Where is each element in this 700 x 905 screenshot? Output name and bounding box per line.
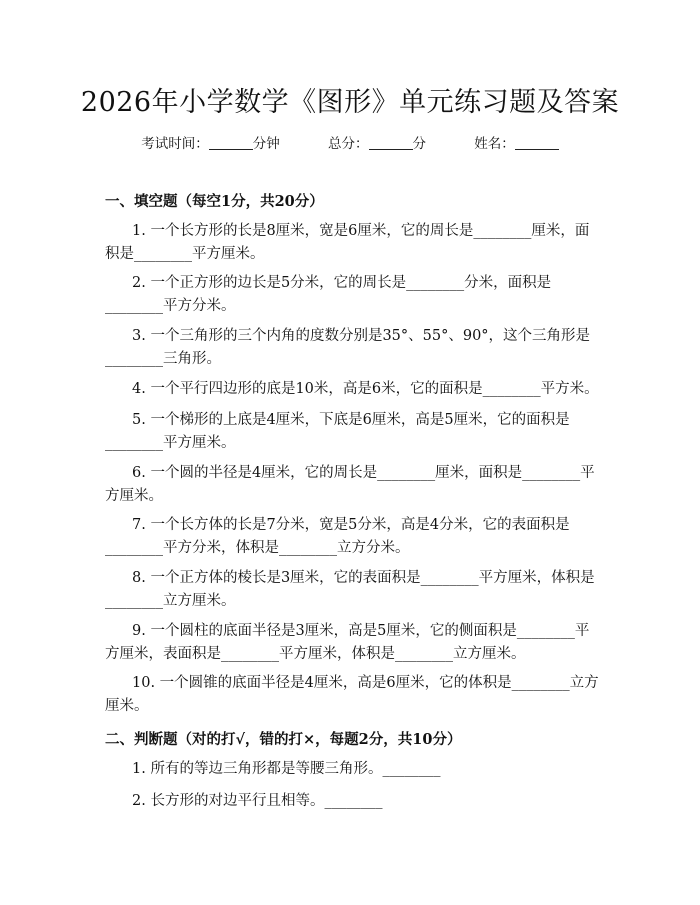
time-field	[141, 136, 280, 152]
question-fill-3: 3. 一个三角形的三个内角的度数分别是35°、55°、90°，这个三角形是________三角形。	[105, 328, 591, 367]
name-label: 姓名：	[474, 136, 515, 152]
page-title: 2026年小学数学《图形》单元练习题及答案	[80, 87, 620, 118]
score-label: 总分：	[328, 136, 369, 152]
time-unit: 分钟	[252, 136, 280, 152]
question-fill-7: 7. 一个长方体的长是7分米，宽是5分米，高是4分米，它的表面积是________平方分米，体积是________立方分米。	[105, 517, 570, 556]
question-fill-9: 9. 一个圆柱的底面半径是3厘米，高是5厘米，它的侧面积是________平方厘米，表面积是________平方厘米，体积是________立方厘米。	[105, 623, 590, 662]
question-fill-10: 10. 一个圆锥的底面半径是4厘米，高是6厘米，它的体积是________立方厘米。	[105, 675, 599, 714]
question-fill-5: 5. 一个梯形的上底是4厘米，下底是6厘米，高是5厘米，它的面积是________平方厘米。	[105, 412, 570, 451]
time-label: 考试时间：	[141, 136, 209, 152]
question-fill-6: 6. 一个圆的半径是4厘米，它的周长是________厘米，面积是________平方厘米。	[105, 465, 595, 504]
question-fill-4: 4. 一个平行四边形的底是10米，高是6米，它的面积是________平方米。	[132, 381, 599, 397]
score-unit: 分	[412, 136, 426, 152]
section-heading-true-false: 二、判断题（对的打√，错的打×，每题2分，共10分）	[105, 731, 462, 748]
name-blank	[515, 135, 559, 150]
question-fill-1: 1. 一个长方形的长是8厘米，宽是6厘米，它的周长是________厘米，面积是________平方厘米。	[105, 223, 590, 262]
question-fill-2: 2. 一个正方形的边长是5分米，它的周长是________分米，面积是________平方分米。	[105, 275, 552, 314]
question-tf-1: 1. 所有的等边三角形都是等腰三角形。________	[132, 761, 441, 777]
question-fill-8: 8. 一个正方体的棱长是3厘米，它的表面积是________平方厘米，体积是________立方厘米。	[105, 570, 595, 609]
score-field	[328, 136, 426, 152]
name-field	[474, 136, 559, 152]
section-heading-fill-in: 一、填空题（每空1分，共20分）	[105, 193, 324, 210]
question-tf-2: 2. 长方形的对边平行且相等。________	[132, 793, 383, 809]
time-blank	[209, 135, 253, 150]
exam-meta	[0, 132, 700, 152]
score-blank	[369, 135, 413, 150]
